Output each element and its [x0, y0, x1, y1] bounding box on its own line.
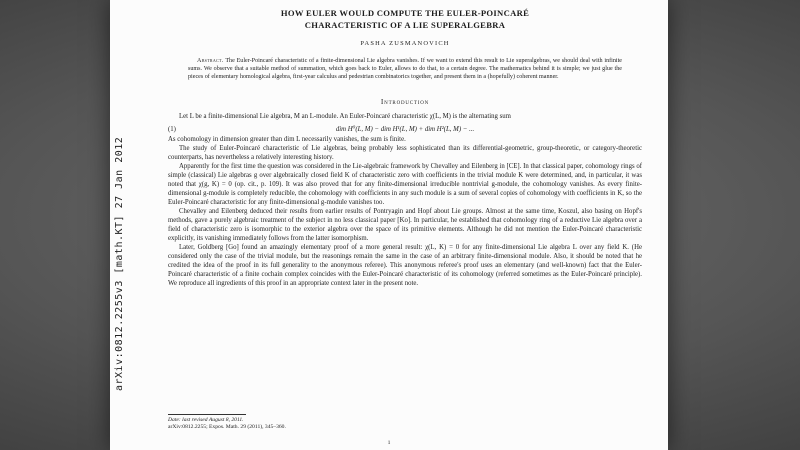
footnote-rule: [168, 414, 246, 415]
paper-author: PASHA ZUSMANOVICH: [360, 40, 450, 48]
paper-title-line2: CHARACTERISTIC OF A LIE SUPERALGEBRA: [304, 20, 506, 31]
abstract-text: The Euler-Poincaré characteristic of a finite-dimensional Lie algebra vanishes. If we want to extend this result to Lie superalgebras, we should deal with infinite sums. We observe that a suitable method of summation, which goes back to Euler, allows to do that, to a certain degree. The mathematics behind it is simple; we just glue the pieces of elementary homological algebra, first-year calculus and pedestrian combinatorics together, and present them in a (hopefully) coherent manner.: [188, 58, 622, 81]
equation-formula: dim H⁰(L, M) − dim H¹(L, M) + dim H²(L, M) − ...: [335, 126, 475, 134]
footnote-date: Date: last revised August 8, 2011.: [168, 416, 244, 423]
footnote-reference: arXiv:0812.2255; Expos. Math. 29 (2011), 345–360.: [168, 424, 286, 431]
paragraph-5: Chevalley and Eilenberg deduced their results from earlier results of Pontryagin and Hopf about Lie groups. Almost at the same time, Koszul, also basing on Hopf's methods, gave a purely algebraic treatment of the subject in no less classical paper [Ko]. In particular, he established that cohomology ring of a reductive Lie algebra over a field of characteristic zero is isomorphic to the exterior algebra over the space of its primitive elements. Although he did not mention the Euler-Poincaré characteristic explicitly, its vanishing immediately follows from the latter isomorphism.: [168, 207, 642, 242]
paper-content: [168, 7, 642, 450]
equation-row: [168, 125, 642, 133]
footnote-block: [168, 414, 642, 432]
abstract-label: Abstract.: [197, 58, 224, 65]
paper-page: [110, 0, 668, 450]
page-number: 1: [387, 440, 391, 446]
equation-number: (1): [168, 125, 176, 133]
paragraph-3: The study of Euler-Poincaré characteristic of Lie algebras, being probably less sophisticated than its differential-geometric, group-theoretic, or category-theoretic counterparts, has nevertheless a relatively interesting history.: [168, 145, 642, 162]
paragraph-2: As cohomology in dimension greater than dim L necessarily vanishes, the sum is finite.: [168, 136, 406, 144]
paragraph-1: Let L be a finite-dimensional Lie algebra, M an L-module. An Euler-Poincaré characteristic χ(L, M) is the alternating sum: [179, 113, 511, 121]
abstract-block: [188, 57, 622, 81]
paper-title: [168, 7, 642, 31]
paragraph-4: Apparently for the first time the question was considered in the Lie-algebraic framework by Chevalley and Eilenberg in [CE]. In that classical paper, cohomology rings of simple (classical) Lie algebras g over algebraically closed field K of characteristic zero with coefficients in the trivial module K were determined, and, in particular, it was noted that χ(g, K) = 0 (op. cit., p. 109). It was also proved that for any finite-dimensional irreducible nontrivial g-module, the cohomology vanishes. As every finite-dimensional g-module is completely reducible, the cohomology with coefficients in any such module is a sum of several copies of cohomology with coefficients in K, so the Euler-Poincaré characteristic for any finite-dimensional g-module vanishes too.: [168, 163, 642, 206]
section-heading-introduction: Introduction: [380, 97, 430, 107]
paper-title-line1: HOW EULER WOULD COMPUTE THE EULER-POINCARÉ: [280, 8, 530, 18]
arxiv-sidebar-stamp: arXiv:0812.2255v3 [math.KT] 27 Jan 2012: [114, 136, 125, 392]
paragraph-6: Later, Goldberg [Go] found an amazingly elementary proof of a more general result: χ(L, K) = 0 for any finite-dimensional Lie algebra L over any field K. (He considered only the case of the trivial module, but the reasonings remain the same in the case of an arbitrary finite-dimensional module. Also, it should be noted that he credited the idea of the proof in its full generality to the anonymous referee). This anonymous referee's proof uses an elementary (and well-known) fact that the Euler-Poincaré characteristic of a finite cochain complex coincides with the Euler-Poincaré characteristic of its cohomology (referred sometimes as the Euler-Poincaré principle). We reproduce all ingredients of this proof in an appropriate context later in the present note.: [168, 243, 642, 287]
